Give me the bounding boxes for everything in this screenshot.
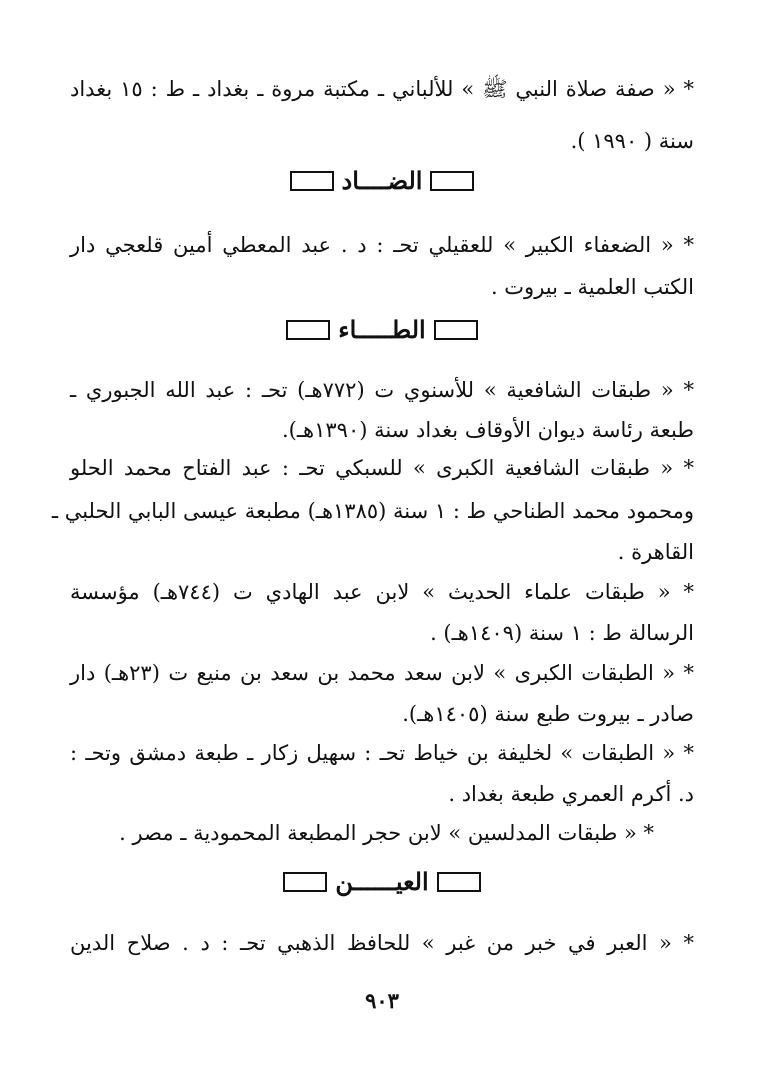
entry-tabaqat-shafiiya-asnawi-line-1: * « طبقات الشافعية » للأسنوي ت (٧٧٢هـ) تحـ : عبد الله الجبوري ـ	[70, 378, 694, 402]
header-frame-right	[430, 171, 474, 191]
entry-duafa-line-1: * « الضعفاء الكبير » للعقيلي تحـ : د . عبد المعطي أمين قلعجي دار	[70, 233, 694, 257]
page-number: ٩٠٣	[365, 988, 399, 1013]
entry-duafa-line-2: الكتب العلمية ـ بيروت .	[490, 275, 694, 299]
header-frame-right	[434, 320, 478, 340]
section-header-ta	[0, 312, 764, 348]
section-header-dad	[0, 163, 764, 199]
entry-tabaqat-kubra-ibn-saad-line-1: * « الطبقات الكبرى » لابن سعد محمد بن سعد بن منيع ت (٢٣هـ) دار	[70, 661, 695, 685]
header-frame-left	[286, 320, 330, 340]
entry-tabaqat-ulama-hadith-line-2: الرسالة ط : ١ سنة (١٤٠٩هـ) .	[430, 621, 694, 645]
entry-tabaqat-shafiiya-kubra-line-3: القاهرة .	[617, 540, 694, 564]
entry-tabaqat-shafiiya-kubra-line-2: ومحمود محمد الطناحي ط : ١ سنة (١٣٨٥هـ) مطبعة عيسى البابي الحلبي ـ	[51, 499, 694, 523]
entry-sifat-salat-line-2: سنة ( ١٩٩٠ ).	[570, 129, 694, 153]
entry-tabaqat-ulama-hadith-line-1: * « طبقات علماء الحديث » لابن عبد الهادي ت (٧٤٤هـ) مؤسسة	[70, 580, 694, 604]
section-title-ta: الطـــــاء	[338, 315, 426, 344]
entry-tabaqat-kubra-ibn-saad-line-2: صادر ـ بيروت طبع سنة (١٤٠٥هـ).	[402, 702, 694, 726]
section-title-dad: الضــــاد	[341, 166, 423, 195]
section-header-ain	[0, 864, 764, 900]
header-frame-right	[437, 872, 481, 892]
entry-tabaqat-shafiiya-asnawi-line-2: طبعة رئاسة ديوان الأوقاف بغداد سنة (١٣٩٠هـ).	[282, 418, 694, 442]
entry-al-ibar-line-1: * « العبر في خبر من غبر » للحافظ الذهبي تحـ : د . صلاح الدين	[70, 931, 694, 955]
entry-sifat-salat-line-1: * « صفة صلاة النبي ﷺ » للألباني ـ مكتبة مروة ـ بغداد ـ ط : ١٥ بغداد	[70, 77, 694, 101]
header-frame-left	[290, 171, 334, 191]
header-frame-left	[283, 872, 327, 892]
entry-tabaqat-shafiiya-kubra-line-1: * « طبقات الشافعية الكبرى » للسبكي تحـ : عبد الفتاح محمد الحلو	[70, 456, 694, 480]
section-title-ain: العيــــــن	[335, 867, 429, 896]
entry-tabaqat-mudallisin-line-1: * « طبقات المدلسين » لابن حجر المطبعة المحمودية ـ مصر .	[119, 821, 654, 845]
entry-tabaqat-khalifa-line-1: * « الطبقات » لخليفة بن خياط تحـ : سهيل زكار ـ طبعة دمشق وتحـ :	[70, 741, 694, 765]
entry-tabaqat-khalifa-line-2: د. أكرم العمري طبعة بغداد .	[448, 782, 694, 806]
